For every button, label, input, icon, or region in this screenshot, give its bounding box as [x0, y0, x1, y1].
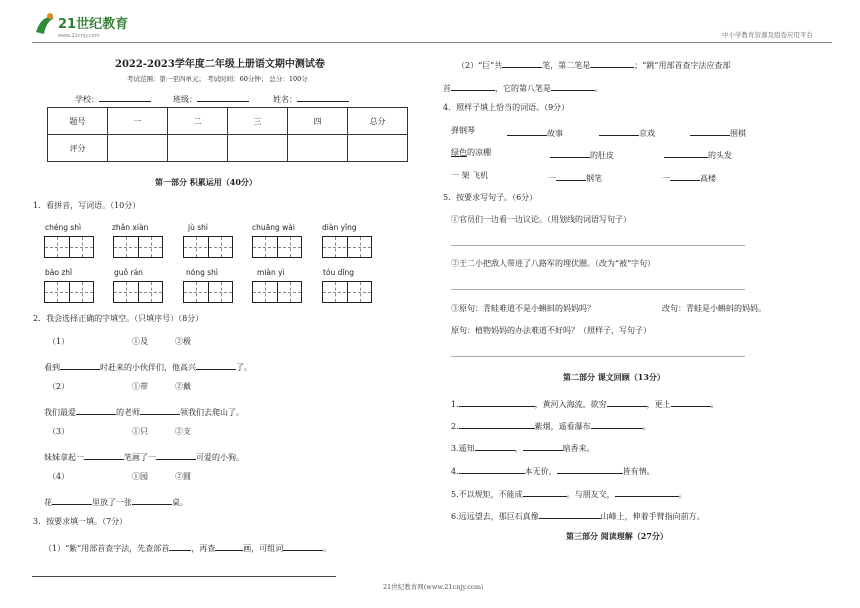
q3b-line2: 首 ，它的第八笔是 。 [443, 80, 603, 94]
score-header: 三 [228, 108, 288, 135]
writing-grid[interactable] [113, 281, 163, 303]
header-rule [32, 42, 832, 43]
writing-grid[interactable] [322, 236, 372, 258]
pinyin-label: bào zhǐ [45, 268, 73, 277]
pinyin-label: zhǎn xiàn [112, 223, 149, 232]
q2c-sentence: 妹妹拿起一 笔画了一 可爱的小狗。 [44, 449, 244, 463]
q2a-num: （1） [48, 337, 70, 346]
pinyin-label: miàn yì [257, 268, 285, 277]
platform-label: 中小学教育资源及组卷应用平台 [722, 31, 813, 39]
writing-grid[interactable] [252, 236, 302, 258]
q4-example: 弹钢琴 [451, 126, 475, 135]
q2a-sentence: 看到 时赶来的小伙伴们，他高兴 了。 [44, 359, 252, 373]
score-header: 二 [168, 108, 228, 135]
q5-2: ②王二小把敌人带进了八路军的埋伏圈。（改为“被”字句） [451, 259, 656, 268]
score-cell[interactable] [108, 135, 168, 162]
q4-item: 京戏 [599, 125, 655, 139]
q2d-sentence: 花 里放了一张 桌。 [44, 494, 188, 508]
p2-q4: 4. 本无价， 皆有情。 [451, 463, 655, 477]
writing-grid[interactable] [183, 281, 233, 303]
q5-text: 5．按要求写句子。（6分） [443, 193, 538, 202]
writing-grid[interactable] [113, 236, 163, 258]
q5-3-task: 原句：植物妈妈的办法难道不好吗？（照样子，写句子） [451, 326, 651, 335]
q3a-line: （1）“紫”用部首查字法，先查部首 ，再查 画，可组词 。 [44, 540, 331, 554]
exam-meta: 考试范围：第一至四单元； 考试时间：60分钟； 总分：100分 [127, 75, 308, 83]
q2-text: 2．我会选择正确的字填空。（只填序号）（8分） [33, 314, 204, 323]
q5-3-changed: 改句：青蛙是小蝌蚪的妈妈。 [662, 304, 766, 313]
score-table [47, 107, 408, 162]
p2-q3: 3.遥知 ， 暗香来。 [451, 440, 595, 454]
pinyin-label: chuāng wài [252, 223, 295, 232]
answer-line[interactable] [451, 356, 745, 357]
pinyin-label: guǒ rán [114, 268, 143, 277]
part3-title: 第三部分 阅读理解（27分） [566, 531, 668, 541]
writing-grid[interactable] [44, 236, 94, 258]
p2-q6: 6.远远望去，那巨石真像 山峰上，伸着手臂指向前方。 [451, 508, 705, 522]
q2d-opt2: ②圆 [175, 472, 191, 481]
q3b-line1: （2）“巨”共 笔，第二笔是 ；“跳”用部首查字法应查部 [457, 57, 730, 71]
q4-item: 的头发 [664, 147, 732, 161]
footer-text: 21世纪教育网(www.21cnjy.com) [383, 583, 484, 591]
q4-item: 围棋 [690, 125, 746, 139]
score-row-label: 评分 [48, 135, 108, 162]
score-cell[interactable] [288, 135, 348, 162]
q3-text: 3．按要求填一填。（7分） [33, 517, 128, 526]
q4-example3: 一 架 飞机 [451, 171, 489, 180]
p2-q5: 5.不以规矩，不能成 。与朋友交， 。 [451, 486, 687, 500]
q2a-opt2: ②极 [175, 337, 191, 346]
q2b-num: （2） [48, 382, 70, 391]
q2b-sentence: 我们最爱 的老师 领我们去爬山了。 [44, 404, 244, 418]
part1-title: 第一部分 积累运用（40分） [155, 177, 257, 187]
q5-1: ①官员们一边看一边议论。（用划线的词语写句子） [451, 215, 631, 224]
score-header: 题号 [48, 108, 108, 135]
q1-text: 1．看拼音，写词语。（10分） [33, 201, 141, 210]
writing-grid[interactable] [183, 236, 233, 258]
name-label: 姓名： [273, 91, 349, 105]
logo-url: www.21cnjy.com [58, 33, 100, 39]
footer-rule [32, 576, 336, 577]
writing-grid[interactable] [44, 281, 94, 303]
school-label: 学校： [75, 91, 151, 105]
q2d-opt1: ①园 [132, 472, 148, 481]
q4-text: 4．照样子填上恰当的词语。（9分） [443, 103, 570, 112]
q4-example2: 绿色的凉棚 [451, 148, 491, 157]
p2-q1: 1. ，黄河入海流。欲穷 ，更上 。 [451, 396, 719, 410]
exam-title: 2022-2023学年度二年级上册语文期中测试卷 [115, 59, 325, 70]
q2c-opt2: ②支 [175, 427, 191, 436]
writing-grid[interactable] [322, 281, 372, 303]
part2-title: 第二部分 课文回顾（13分） [563, 372, 665, 382]
q2b-opt2: ②戴 [175, 382, 191, 391]
score-cell[interactable] [348, 135, 408, 162]
score-cell[interactable] [168, 135, 228, 162]
answer-line[interactable] [451, 245, 745, 246]
q2c-num: （3） [48, 427, 70, 436]
q5-3-original: ③原句：青蛙难道不是小蝌蚪的妈妈吗？ [451, 304, 595, 313]
pinyin-label: diàn yǐng [322, 223, 357, 232]
class-label: 班级： [173, 91, 249, 105]
p2-q2: 2. 紫烟，遥看瀑布 。 [451, 418, 651, 432]
answer-line[interactable] [451, 289, 745, 290]
score-header: 一 [108, 108, 168, 135]
pinyin-label: nóng shì [186, 268, 218, 277]
score-header: 四 [288, 108, 348, 135]
q4-item: 的肚皮 [550, 147, 614, 161]
logo-text: 21世纪教育 [58, 17, 129, 32]
q4-item: 一 钢笔 [548, 170, 602, 184]
pinyin-label: chéng shì [45, 223, 82, 232]
q2c-opt1: ①只 [132, 427, 148, 436]
q2d-num: （4） [48, 472, 70, 481]
pinyin-label: jù shì [188, 223, 208, 232]
q2b-opt1: ①带 [132, 382, 148, 391]
logo [32, 10, 142, 40]
q4-item: 一 高楼 [662, 170, 716, 184]
q2a-opt1: ①及 [132, 337, 148, 346]
score-header: 总分 [348, 108, 408, 135]
writing-grid[interactable] [252, 281, 302, 303]
q4-item: 故事 [507, 125, 563, 139]
score-cell[interactable] [228, 135, 288, 162]
pinyin-label: tóu dǐng [323, 268, 355, 277]
